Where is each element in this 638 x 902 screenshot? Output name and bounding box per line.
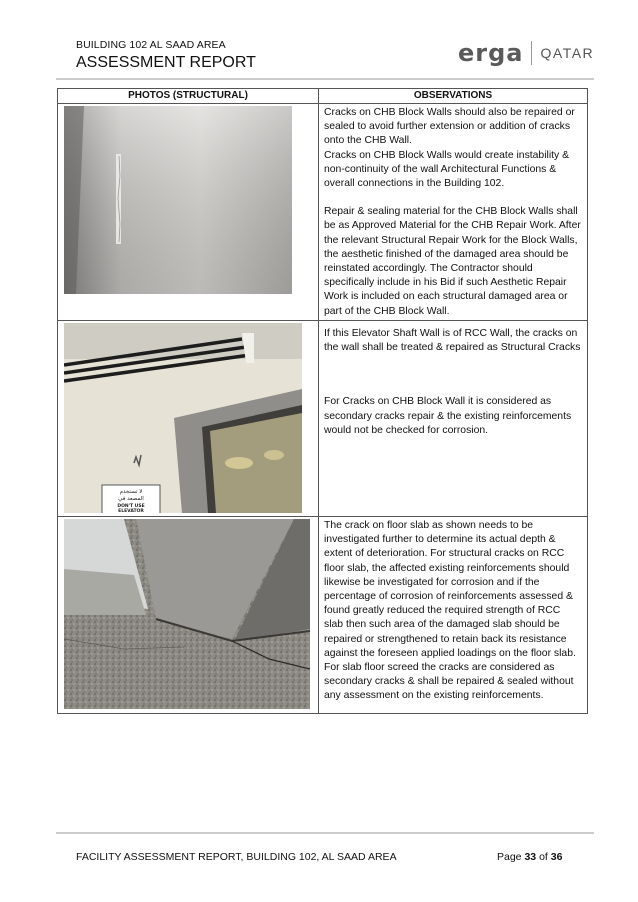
photo-cracked-floor-slab bbox=[64, 519, 310, 709]
photos-column-header: PHOTOS (STRUCTURAL) bbox=[58, 89, 319, 104]
of-word: of bbox=[539, 851, 548, 863]
header-rule bbox=[56, 78, 594, 80]
observations-column-header: OBSERVATIONS bbox=[319, 89, 588, 104]
observation-cell bbox=[319, 321, 588, 517]
sign-line: DON'T USE bbox=[117, 504, 145, 509]
observation-paragraph: If this Elevator Shaft Wall is of RCC Wall, the cracks on the wall shall be treated & repaired as Structural Cracks bbox=[324, 328, 581, 354]
table-header-row bbox=[58, 89, 588, 104]
assessment-table bbox=[57, 88, 588, 714]
table-row bbox=[58, 104, 588, 321]
page-total: 36 bbox=[550, 851, 563, 863]
footer-rule bbox=[56, 832, 594, 834]
photo-cracked-block-wall bbox=[64, 106, 292, 294]
page-word: Page bbox=[497, 851, 522, 863]
sign-line: المصعد في bbox=[118, 496, 144, 502]
observation-paragraph: The crack on floor slab as shown needs to be investigated further to determine its actual depth & extent of deterioration. For structural cracks on RCC floor slab, the affected existing reinforcements should likewise be investigated for corrosion and if the percentage of corrosion of reinforcements assessed & found greatly reduced the required strength of RCC slab then such area of the damaged slab should be repaired or strengthened to retain back its resistance against the foreseen applied loadings on the floor slab. bbox=[324, 520, 576, 659]
observation-paragraph: Cracks on CHB Block Walls should also be repaired or sealed to avoid further extension or addition of cracks onto the CHB Wall. bbox=[324, 107, 575, 147]
logo-word: erga bbox=[458, 39, 524, 67]
observation-paragraph: Cracks on CHB Block Walls would create instability & non-continuity of the wall Architectural Functions & overall connections in the Building 102. bbox=[324, 149, 570, 190]
header-title: ASSESSMENT REPORT bbox=[76, 54, 256, 71]
erga-logo bbox=[458, 37, 594, 69]
footer-report-title: FACILITY ASSESSMENT REPORT, BUILDING 102, AL SAAD AREA bbox=[76, 851, 397, 863]
observation-paragraph: For Cracks on CHB Block Wall it is considered as secondary cracks repair & the existing reinforcements would not be checked for corrosion. bbox=[324, 396, 572, 436]
logo-separator bbox=[531, 41, 532, 65]
observation-paragraph: Repair & sealing material for the CHB Block Walls shall be as Approved Material for the CHB Repair Work. After the relevant Structural Repair Work for the Block Walls, the aesthetic finished of the damaged area should be reinstated accordingly. The Contractor should specifically include in his Bid if such Aesthetic Repair Work is included on each structural damaged area or part of the CHB Block Wall. bbox=[324, 206, 581, 317]
logo-country: QATAR bbox=[540, 45, 595, 61]
sign-line: لا تستخدم bbox=[119, 489, 143, 495]
footer-page-number bbox=[497, 851, 562, 863]
header-building: BUILDING 102 AL SAAD AREA bbox=[76, 39, 226, 51]
observation-cell bbox=[319, 517, 588, 714]
photo-cell bbox=[58, 517, 319, 714]
table-row bbox=[58, 321, 588, 517]
observation-paragraph: For slab floor screed the cracks are considered as secondary cracks & shall be repaired & sealed without any assessment on the existing reinforcements. bbox=[324, 662, 574, 702]
observation-cell bbox=[319, 104, 588, 321]
page-current: 33 bbox=[524, 851, 537, 863]
photo-cell bbox=[58, 321, 319, 517]
photo-cell bbox=[58, 104, 319, 321]
sign-line: ELEVATOR bbox=[118, 509, 144, 513]
table-row bbox=[58, 517, 588, 714]
photo-elevator-shaft-wall bbox=[64, 323, 302, 513]
